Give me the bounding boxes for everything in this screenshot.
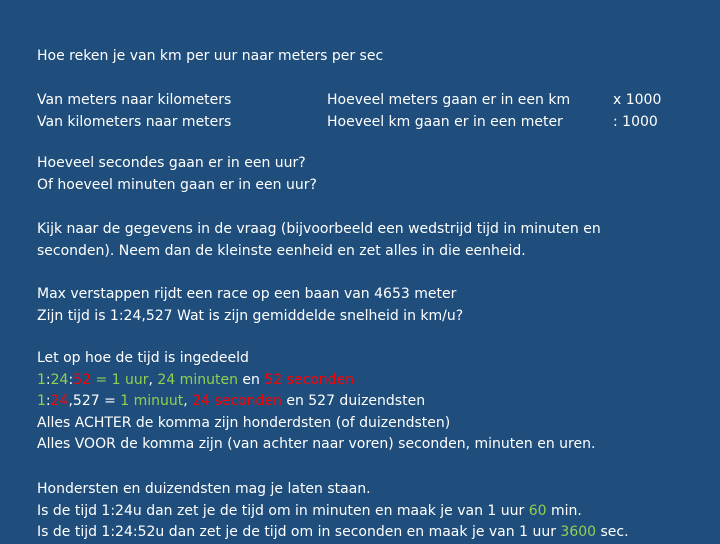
conversion-label: Van kilometers naar meters [37, 113, 232, 130]
equals-sign: = [91, 371, 112, 388]
hint-text: min. [546, 502, 582, 519]
seconds-text: 24 seconden [192, 393, 282, 409]
conversion-row [0, 90, 720, 112]
minutes-value: 1 [37, 393, 46, 409]
advice-line: seconden). Neem dan de kleinste eenheid en zet alles in die eenheid. [37, 242, 526, 259]
minutes-text: 1 minuut [120, 393, 184, 409]
conversion-row [0, 112, 720, 134]
hint-text: Is de tijd 1:24u dan zet je de tijd om in minuten en maak je van 1 uur [37, 502, 529, 519]
conversion-question: Hoeveel km gaan er in een meter [327, 113, 563, 130]
hours-text: 1 uur [111, 371, 149, 388]
separator: : [68, 371, 74, 388]
hint-line: Hondersten en duizendsten mag je laten staan. [37, 481, 371, 497]
time-example-hms [37, 370, 595, 392]
hint-value: 60 [528, 502, 547, 519]
seconds-text: 52 seconden [264, 371, 355, 388]
seconds-value: 52 [73, 371, 92, 388]
example-paragraph [37, 284, 463, 327]
time-question-line: Of hoeveel minuten gaan er in een uur? [37, 176, 317, 193]
hint-text: sec. [596, 524, 629, 540]
conjunction: en [237, 371, 265, 388]
comma: , [183, 393, 193, 409]
separator: : [45, 371, 51, 388]
time-split-section [37, 348, 595, 456]
time-question-line: Hoeveel secondes gaan er in een uur? [37, 155, 306, 171]
fraction-part: ,527 = [68, 393, 121, 409]
conversion-label: Van meters naar kilometers [37, 92, 232, 108]
conversion-question: Hoeveel meters gaan er in een km [327, 92, 571, 108]
comma: , [148, 371, 158, 388]
conversion-table [0, 90, 720, 134]
minutes-value: 24 [50, 371, 69, 388]
conversion-operation: : 1000 [613, 113, 658, 130]
hint-line [37, 522, 629, 544]
example-line: Zijn tijd is 1:24,527 Wat is zijn gemiddelde snelheid in km/u? [37, 307, 464, 324]
example-line: Max verstappen rijdt een race op een baan van 4653 meter [37, 286, 457, 302]
advice-paragraph [37, 219, 601, 262]
hints-section [37, 479, 629, 544]
conversion-operation: x 1000 [613, 92, 662, 108]
slide-title: Hoe reken je van km per uur naar meters per sec [37, 48, 384, 64]
minutes-text: 24 minuten [157, 371, 238, 388]
after-comma-note: Alles ACHTER de komma zijn honderdsten (of duizendsten) [37, 414, 451, 431]
hint-line [37, 501, 629, 523]
seconds-value: 24 [50, 393, 69, 409]
time-split-heading: Let op hoe de tijd is ingedeeld [37, 350, 249, 366]
hint-value: 3600 [560, 524, 597, 540]
time-question [37, 153, 317, 196]
hint-text: Is de tijd 1:24:52u dan zet je de tijd om in seconden en maak je van 1 uur [37, 524, 561, 540]
separator: : [45, 393, 51, 409]
hours-value: 1 [37, 371, 46, 388]
advice-line: Kijk naar de gegevens in de vraag (bijvoorbeeld een wedstrijd tijd in minuten en [37, 221, 601, 237]
time-example-ms [37, 391, 595, 413]
thousandths-text: en 527 duizendsten [281, 393, 426, 409]
before-comma-note: Alles VOOR de komma zijn (van achter naar voren) seconden, minuten en uren. [37, 436, 596, 452]
